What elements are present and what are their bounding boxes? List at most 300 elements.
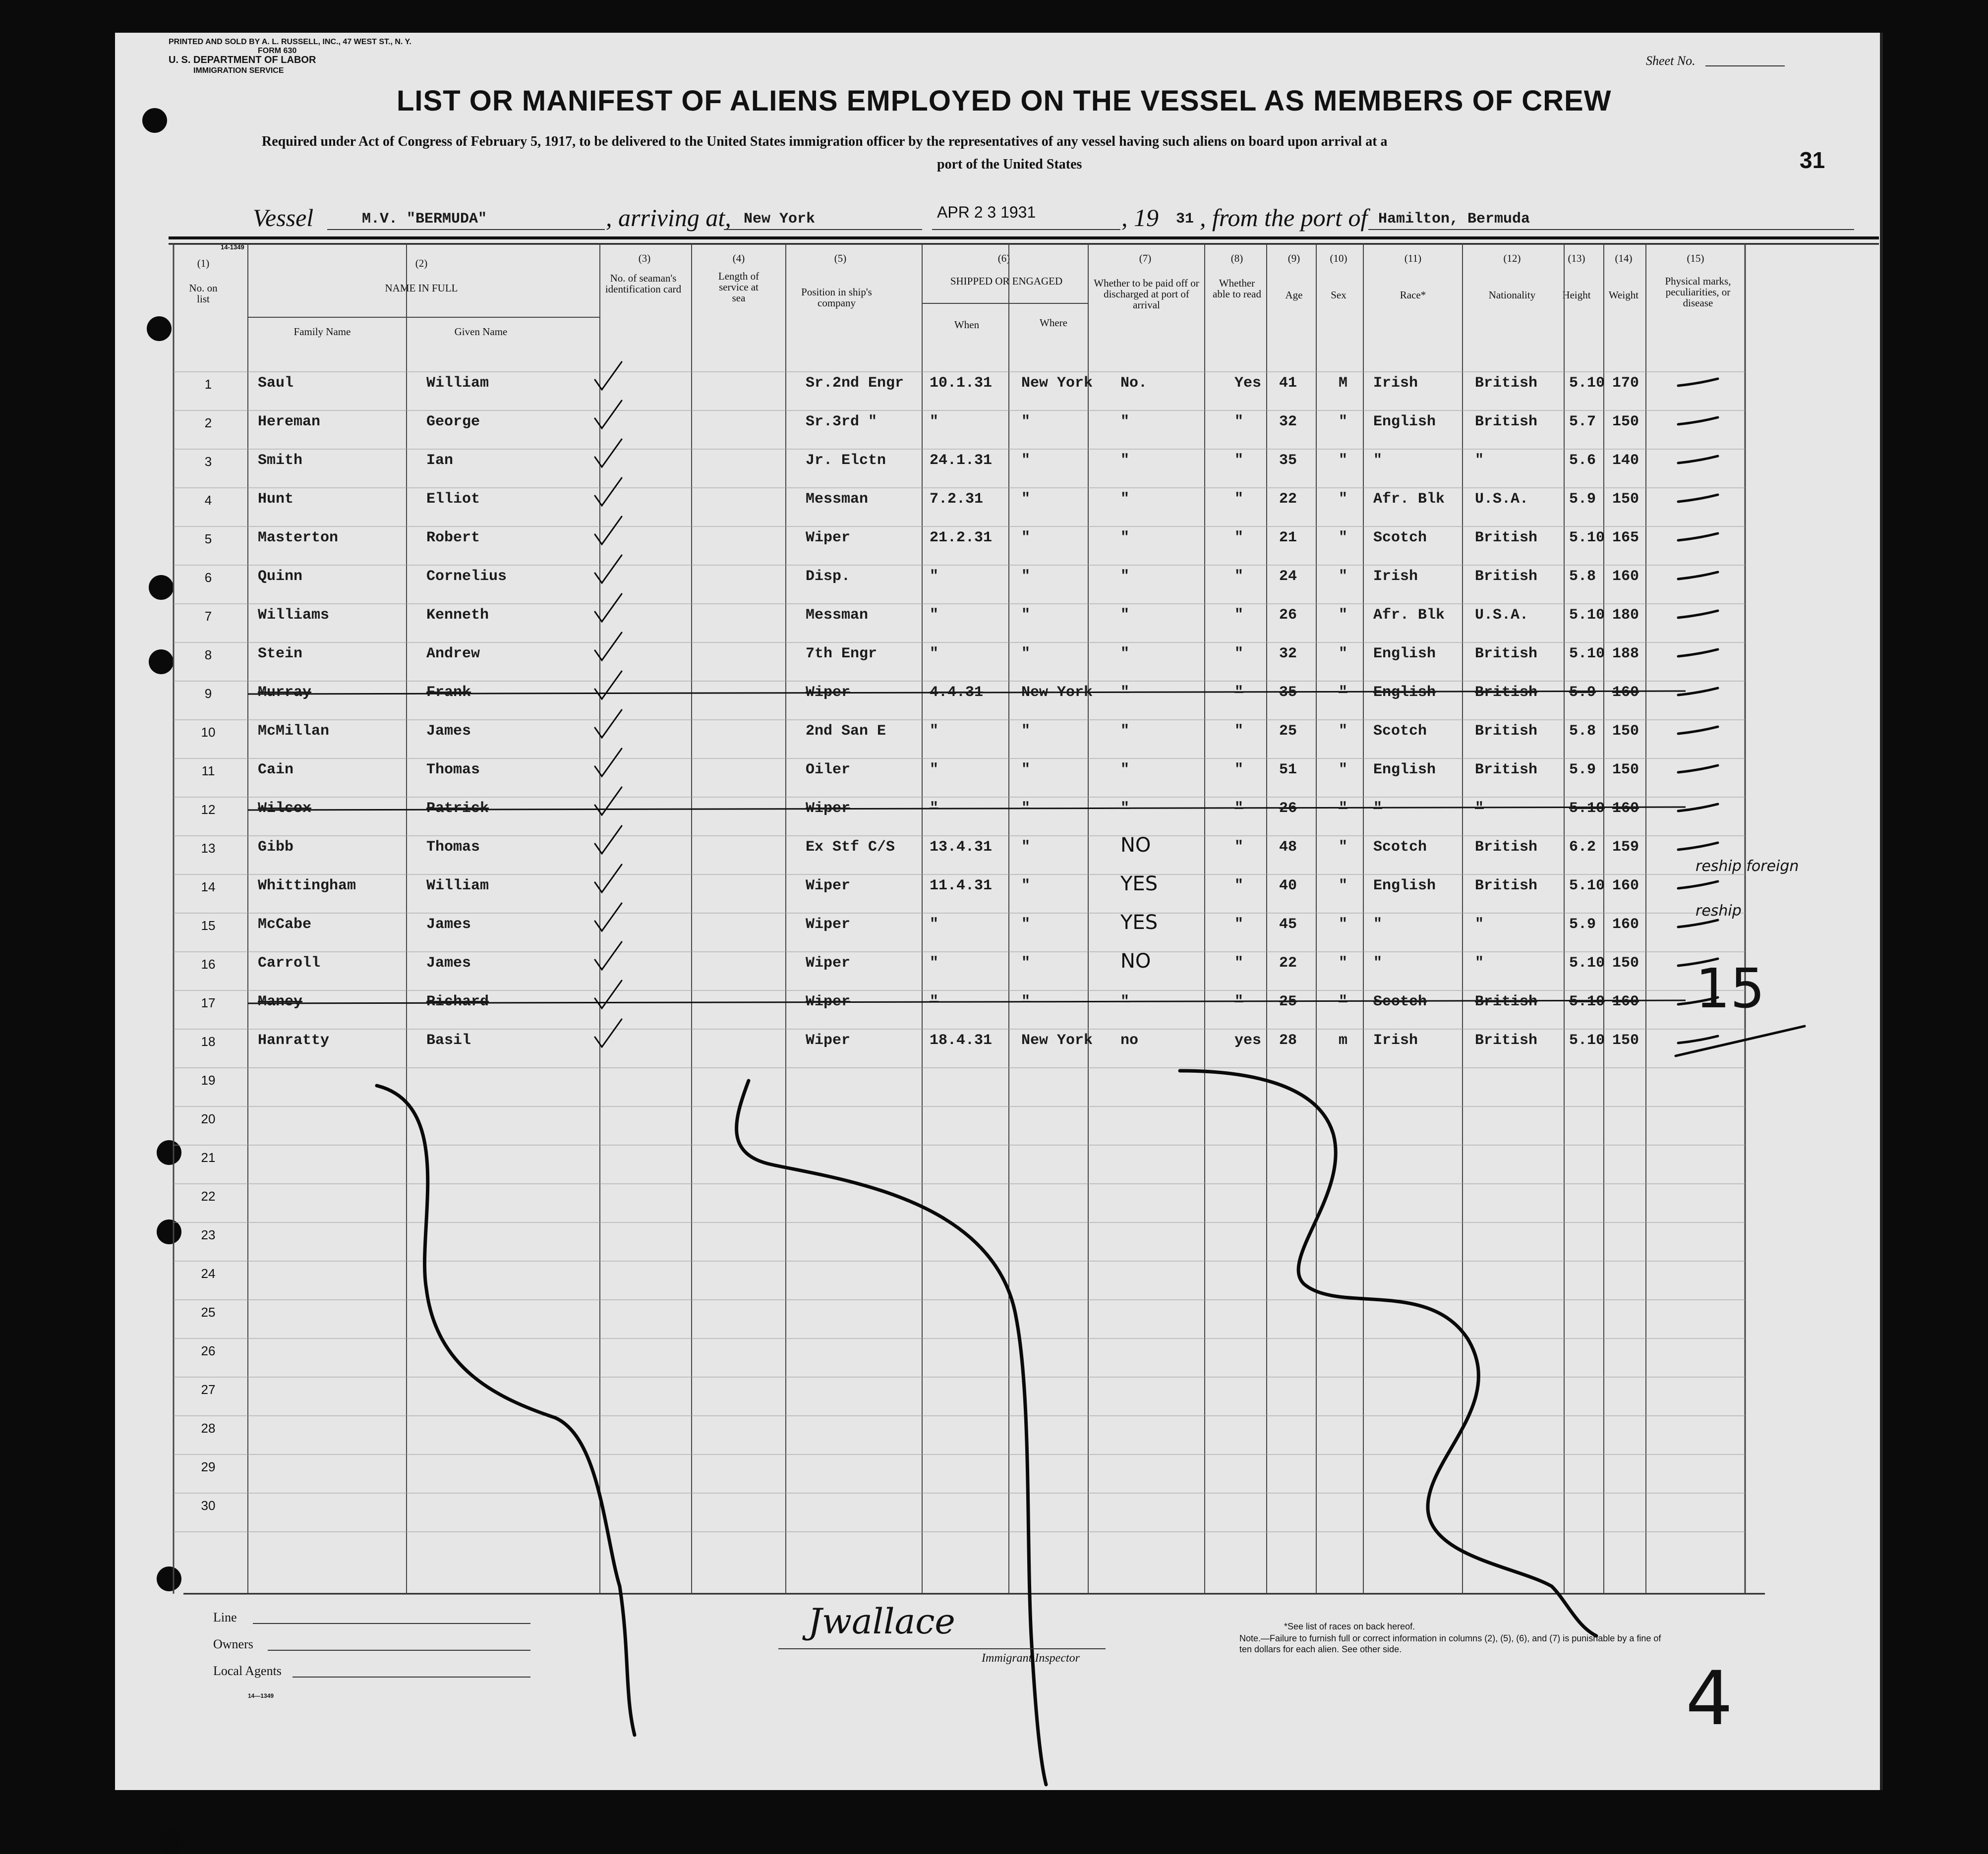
dash-mark: [1678, 611, 1718, 618]
height: 6.2: [1569, 839, 1596, 856]
checkmark-icon: [595, 787, 622, 815]
binder-hole: [159, 1829, 183, 1854]
weight: 180: [1612, 607, 1639, 624]
cancel-scribble: [737, 1081, 1046, 1785]
dash-mark: [1678, 533, 1718, 540]
shipped-when: ": [930, 645, 939, 662]
shipped-where: ": [1021, 877, 1031, 894]
col5-header: Position in ship's company: [801, 286, 872, 309]
row-number: 12: [201, 802, 216, 817]
weight: 159: [1612, 839, 1639, 856]
given-name: William: [426, 877, 489, 894]
footer-line-rule: [253, 1623, 530, 1624]
height: 5.10: [1569, 375, 1605, 392]
age: 32: [1279, 645, 1297, 662]
row-number: 27: [201, 1382, 216, 1397]
position: Wiper: [806, 955, 851, 972]
position: Wiper: [806, 916, 851, 933]
given-name: Andrew: [426, 645, 480, 662]
weight: 140: [1612, 452, 1639, 469]
dash-mark: [1678, 1036, 1718, 1043]
cancel-scribble: [1180, 1071, 1596, 1636]
sex: ": [1339, 684, 1348, 701]
col11-header: Race*: [1400, 289, 1426, 301]
sex: ": [1339, 568, 1348, 585]
given-name: Thomas: [426, 761, 480, 778]
footer-line-label: Line: [213, 1610, 237, 1624]
year-value: 31: [1176, 211, 1194, 228]
position: Jr. Elctn: [806, 452, 886, 469]
shipped-where: ": [1021, 955, 1031, 972]
nationality: British: [1475, 568, 1538, 585]
race: Afr. Blk: [1373, 491, 1445, 508]
able-to-read: ": [1234, 916, 1244, 933]
col13-num: (13): [1568, 252, 1585, 264]
required-note-line2: port of the United States: [937, 157, 1082, 172]
paid-off: YES: [1120, 872, 1158, 895]
row-number: 13: [201, 841, 216, 856]
family-name: Wilcox: [258, 800, 312, 817]
row-number: 5: [204, 531, 212, 546]
paid-off: ": [1120, 800, 1130, 817]
col12-num: (12): [1503, 252, 1521, 264]
col15-num: (15): [1687, 252, 1704, 264]
weight: 170: [1612, 375, 1639, 392]
position: Wiper: [806, 993, 851, 1010]
nationality: ": [1475, 800, 1484, 817]
able-to-read: ": [1234, 839, 1244, 856]
form-code: 14-1349: [221, 243, 244, 251]
col2-family: Family Name: [293, 326, 351, 338]
sex: ": [1339, 916, 1348, 933]
weight: 150: [1612, 491, 1639, 508]
checkmark-icon: [595, 903, 622, 931]
checkmark-icon: [595, 942, 622, 970]
paid-off: ": [1120, 491, 1130, 508]
position: 2nd San E: [806, 723, 886, 740]
given-name: Richard: [426, 993, 489, 1010]
age: 28: [1279, 1032, 1297, 1049]
dash-mark: [1678, 920, 1718, 927]
age: 22: [1279, 955, 1297, 972]
age: 21: [1279, 529, 1297, 546]
sex: ": [1339, 877, 1348, 894]
nationality: U.S.A.: [1475, 607, 1529, 624]
sex: ": [1339, 607, 1348, 624]
col9-header: Age: [1285, 289, 1303, 301]
sex: ": [1339, 452, 1348, 469]
shipped-when: 24.1.31: [930, 452, 993, 469]
weight: 160: [1612, 916, 1639, 933]
sex: m: [1339, 1032, 1348, 1049]
paid-off: ": [1120, 568, 1130, 585]
able-to-read: ": [1234, 491, 1244, 508]
position: Wiper: [806, 684, 851, 701]
date-stamp: APR 2 3 1931: [937, 203, 1036, 221]
family-name: Whittingham: [258, 877, 356, 894]
height: 5.10: [1569, 645, 1605, 662]
col12-header: Nationality: [1488, 289, 1536, 301]
printer-line: PRINTED AND SOLD BY A. L. RUSSELL, INC., 47 WEST ST., N. Y.: [169, 38, 411, 46]
col4-num: (4): [732, 252, 745, 264]
service: IMMIGRATION SERVICE: [193, 66, 284, 75]
family-name: Quinn: [258, 568, 303, 585]
row-number: 9: [204, 686, 212, 701]
col2-num: (2): [415, 257, 428, 269]
shipped-when: ": [930, 800, 939, 817]
height: 5.8: [1569, 723, 1596, 740]
race: Scotch: [1373, 993, 1427, 1010]
height: 5.10: [1569, 877, 1605, 894]
row-number: 25: [201, 1305, 216, 1320]
footer-owners-rule: [268, 1650, 530, 1651]
height: 5.8: [1569, 568, 1596, 585]
family-name: Cain: [258, 761, 294, 778]
shipped-when: 4.4.31: [930, 684, 984, 701]
given-name: William: [426, 375, 489, 392]
col3-num: (3): [638, 252, 651, 264]
row-number: 3: [204, 454, 212, 469]
race: English: [1373, 877, 1436, 894]
corner-mark: 4: [1686, 1656, 1733, 1742]
races-note: *See list of races on back hereof.: [1284, 1622, 1415, 1631]
nationality: ": [1475, 916, 1484, 933]
shipped-when: ": [930, 993, 939, 1010]
shipped-when: 11.4.31: [930, 877, 993, 894]
nationality: British: [1475, 375, 1538, 392]
row-number: 21: [201, 1150, 216, 1165]
shipped-where: ": [1021, 491, 1031, 508]
shipped-where: ": [1021, 800, 1031, 817]
checkmark-icon: [595, 517, 622, 544]
able-to-read: ": [1234, 761, 1244, 778]
checkmark-icon: [595, 439, 622, 467]
height: 5.10: [1569, 607, 1605, 624]
able-to-read: ": [1234, 877, 1244, 894]
position: Sr.2nd Engr: [806, 375, 904, 392]
position: Oiler: [806, 761, 851, 778]
row-number: 29: [201, 1459, 216, 1474]
row-number: 7: [204, 609, 212, 624]
sex: ": [1339, 413, 1348, 430]
from-label: , from the port of: [1200, 204, 1368, 232]
weight: 160: [1612, 568, 1639, 585]
height: 5.9: [1569, 761, 1596, 778]
nationality: British: [1475, 413, 1538, 430]
weight: 150: [1612, 761, 1639, 778]
col6-where: Where: [1040, 317, 1067, 329]
col3-header: No. of seaman's identification card: [605, 272, 682, 295]
position: Disp.: [806, 568, 851, 585]
sex: M: [1339, 375, 1348, 392]
sex: ": [1339, 839, 1348, 856]
sex: ": [1339, 955, 1348, 972]
col2-given: Given Name: [454, 326, 508, 338]
col13-header: Height: [1562, 289, 1591, 301]
sheet-no-label: Sheet No.: [1646, 54, 1696, 68]
dash-mark: [1678, 456, 1718, 463]
paid-off: NO: [1120, 834, 1151, 857]
weight: 160: [1612, 993, 1639, 1010]
checkmark-icon: [595, 478, 622, 506]
height: 5.10: [1569, 529, 1605, 546]
shipped-where: ": [1021, 761, 1031, 778]
race: English: [1373, 761, 1436, 778]
inspector-label: Immigrant Inspector: [982, 1652, 1080, 1665]
able-to-read: Yes: [1234, 375, 1262, 392]
nationality: British: [1475, 839, 1538, 856]
race: Scotch: [1373, 529, 1427, 546]
shipped-when: 10.1.31: [930, 375, 993, 392]
signature-rule: [778, 1648, 1106, 1649]
race: Scotch: [1373, 723, 1427, 740]
position: Messman: [806, 607, 869, 624]
checkmark-icon: [595, 671, 622, 699]
shipped-when: ": [930, 723, 939, 740]
shipped-where: ": [1021, 607, 1031, 624]
dash-mark: [1678, 727, 1718, 734]
given-name: Robert: [426, 529, 480, 546]
department: U. S. DEPARTMENT OF LABOR: [169, 55, 316, 65]
age: 45: [1279, 916, 1297, 933]
shipped-when: ": [930, 568, 939, 585]
dash-mark: [1678, 881, 1718, 888]
col14-header: Weight: [1608, 289, 1639, 301]
shipped-where: ": [1021, 839, 1031, 856]
family-name: Carroll: [258, 955, 321, 972]
nationality: ": [1475, 955, 1484, 972]
checkmark-icon: [595, 865, 622, 892]
family-name: Hunt: [258, 491, 294, 508]
weight: 150: [1612, 413, 1639, 430]
col6-when: When: [954, 319, 980, 331]
checkmark-icon: [595, 401, 622, 428]
paid-off: ": [1120, 684, 1130, 701]
age: 22: [1279, 491, 1297, 508]
vessel-label: Vessel: [253, 204, 314, 232]
paid-off: NO: [1120, 950, 1151, 973]
paid-off: ": [1120, 993, 1130, 1010]
shipped-where: New York: [1021, 1032, 1093, 1049]
weight: 150: [1612, 955, 1639, 972]
penalty-note: Note.—Failure to furnish full or correct information in columns (2), (5), (6), and (7) is punishable by a fine of ten dollars for each alien. See other side.: [1239, 1633, 1661, 1654]
paid-off: ": [1120, 452, 1130, 469]
checkmark-icon: [595, 362, 622, 390]
able-to-read: ": [1234, 529, 1244, 546]
able-to-read: yes: [1234, 1032, 1262, 1049]
dash-mark: [1678, 843, 1718, 850]
row-number: 17: [201, 995, 216, 1010]
able-to-read: ": [1234, 723, 1244, 740]
row-number: 1: [204, 377, 212, 392]
age: 26: [1279, 607, 1297, 624]
nationality: British: [1475, 684, 1538, 701]
family-name: Hereman: [258, 413, 321, 430]
able-to-read: ": [1234, 993, 1244, 1010]
race: ": [1373, 916, 1383, 933]
footer-owners-label: Owners: [213, 1637, 253, 1651]
shipped-where: ": [1021, 993, 1031, 1010]
row-number: 20: [201, 1111, 216, 1126]
col14-num: (14): [1615, 252, 1633, 264]
shipped-when: 18.4.31: [930, 1032, 993, 1049]
manifest-title: LIST OR MANIFEST OF ALIENS EMPLOYED ON THE VESSEL AS MEMBERS OF CREW: [397, 85, 1612, 117]
paid-off: ": [1120, 761, 1130, 778]
position: Sr.3rd ": [806, 413, 877, 430]
sex: ": [1339, 993, 1348, 1010]
race: English: [1373, 413, 1436, 430]
race: English: [1373, 684, 1436, 701]
page-number: 31: [1800, 147, 1825, 173]
race: Irish: [1373, 568, 1418, 585]
nationality: British: [1475, 529, 1538, 546]
height: 5.10: [1569, 955, 1605, 972]
family-name: Saul: [258, 375, 294, 392]
age: 24: [1279, 568, 1297, 585]
paid-off: no: [1120, 1032, 1139, 1049]
row-number: 18: [201, 1034, 216, 1049]
row-number: 23: [201, 1227, 216, 1242]
row-number: 6: [204, 570, 212, 585]
height: 5.9: [1569, 684, 1596, 701]
shipped-where: ": [1021, 529, 1031, 546]
weight: 150: [1612, 723, 1639, 740]
margin-count: 15: [1696, 957, 1765, 1020]
age: 32: [1279, 413, 1297, 430]
given-name: George: [426, 413, 480, 430]
row-number: 14: [201, 879, 216, 894]
shipped-where: ": [1021, 568, 1031, 585]
col6-header: SHIPPED OR ENGAGED: [950, 275, 1063, 287]
sex: ": [1339, 529, 1348, 546]
paid-off: No.: [1120, 375, 1148, 392]
col6-num: (6): [997, 252, 1010, 264]
sex: ": [1339, 645, 1348, 662]
nationality: British: [1475, 761, 1538, 778]
cancel-scribble: [377, 1086, 635, 1735]
family-name: Masterton: [258, 529, 339, 546]
checkmark-icon: [595, 710, 622, 738]
shipped-when: 13.4.31: [930, 839, 993, 856]
col2-header: NAME IN FULL: [385, 282, 458, 294]
age: 25: [1279, 723, 1297, 740]
row-number: 11: [201, 763, 215, 778]
given-name: Basil: [426, 1032, 471, 1049]
age: 48: [1279, 839, 1297, 856]
position: Wiper: [806, 877, 851, 894]
height: 5.9: [1569, 491, 1596, 508]
paid-off: YES: [1120, 911, 1158, 934]
shipped-where: ": [1021, 916, 1031, 933]
vessel-value: M.V. "BERMUDA": [362, 211, 487, 228]
dash-mark: [1678, 649, 1718, 656]
margin-note-reship-2: reship: [1696, 902, 1742, 920]
col7-num: (7): [1139, 252, 1152, 264]
from-value: Hamilton, Bermuda: [1378, 211, 1530, 228]
weight: 160: [1612, 800, 1639, 817]
race: Scotch: [1373, 839, 1427, 856]
given-name: Ian: [426, 452, 454, 469]
shipped-when: ": [930, 761, 939, 778]
shipped-where: New York: [1021, 375, 1093, 392]
nationality: British: [1475, 645, 1538, 662]
required-note-line1: Required under Act of Congress of February 5, 1917, to be delivered to the United States immigration officer by the representatives of any vessel having such aliens on board upon arrival at a: [262, 134, 1388, 149]
able-to-read: ": [1234, 568, 1244, 585]
dash-mark: [1678, 379, 1718, 386]
age: 35: [1279, 452, 1297, 469]
family-name: Williams: [258, 607, 330, 624]
nationality: U.S.A.: [1475, 491, 1529, 508]
height: 5.10: [1569, 993, 1605, 1010]
able-to-read: ": [1234, 645, 1244, 662]
shipped-where: ": [1021, 452, 1031, 469]
row-number: 19: [201, 1073, 216, 1088]
shipped-when: ": [930, 955, 939, 972]
race: ": [1373, 452, 1383, 469]
weight: 160: [1612, 684, 1639, 701]
col9-num: (9): [1287, 252, 1300, 264]
height: 5.6: [1569, 452, 1596, 469]
age: 35: [1279, 684, 1297, 701]
footer-agents-rule: [292, 1677, 530, 1678]
family-name: McCabe: [258, 916, 312, 933]
race: English: [1373, 645, 1436, 662]
family-name: McMillan: [258, 723, 330, 740]
row-number: 26: [201, 1343, 216, 1358]
height: 5.7: [1569, 413, 1596, 430]
age: 25: [1279, 993, 1297, 1010]
col5-num: (5): [834, 252, 847, 264]
shipped-when: ": [930, 607, 939, 624]
row-number: 22: [201, 1189, 216, 1204]
given-name: Kenneth: [426, 607, 489, 624]
weight: 188: [1612, 645, 1639, 662]
given-name: James: [426, 723, 471, 740]
sex: ": [1339, 491, 1348, 508]
margin-note-reship: reship foreign: [1696, 858, 1799, 875]
position: 7th Engr: [806, 645, 877, 662]
paid-off: ": [1120, 607, 1130, 624]
race: ": [1373, 800, 1383, 817]
race: Irish: [1373, 1032, 1418, 1049]
shipped-when: ": [930, 916, 939, 933]
family-name: Smith: [258, 452, 303, 469]
col10-header: Sex: [1331, 289, 1346, 301]
shipped-where: ": [1021, 723, 1031, 740]
position: Wiper: [806, 1032, 851, 1049]
able-to-read: ": [1234, 607, 1244, 624]
shipped-where: ": [1021, 645, 1031, 662]
row-number: 15: [201, 918, 216, 933]
col10-num: (10): [1330, 252, 1347, 264]
nationality: British: [1475, 723, 1538, 740]
given-name: James: [426, 916, 471, 933]
checkmark-icon: [595, 749, 622, 776]
row-number: 16: [201, 957, 216, 972]
able-to-read: ": [1234, 413, 1244, 430]
footer-agents-label: Local Agents: [213, 1664, 282, 1678]
col15-header: Physical marks, peculiarities, or disease: [1665, 275, 1731, 309]
col7-header: Whether to be paid off or discharged at port of arrival: [1094, 277, 1199, 311]
dash-mark: [1678, 765, 1718, 772]
able-to-read: ": [1234, 452, 1244, 469]
age: 51: [1279, 761, 1297, 778]
family-name: Gibb: [258, 839, 294, 856]
row-number: 24: [201, 1266, 216, 1281]
shipped-when: ": [930, 413, 939, 430]
position: Wiper: [806, 529, 851, 546]
row-number: 30: [201, 1498, 216, 1513]
